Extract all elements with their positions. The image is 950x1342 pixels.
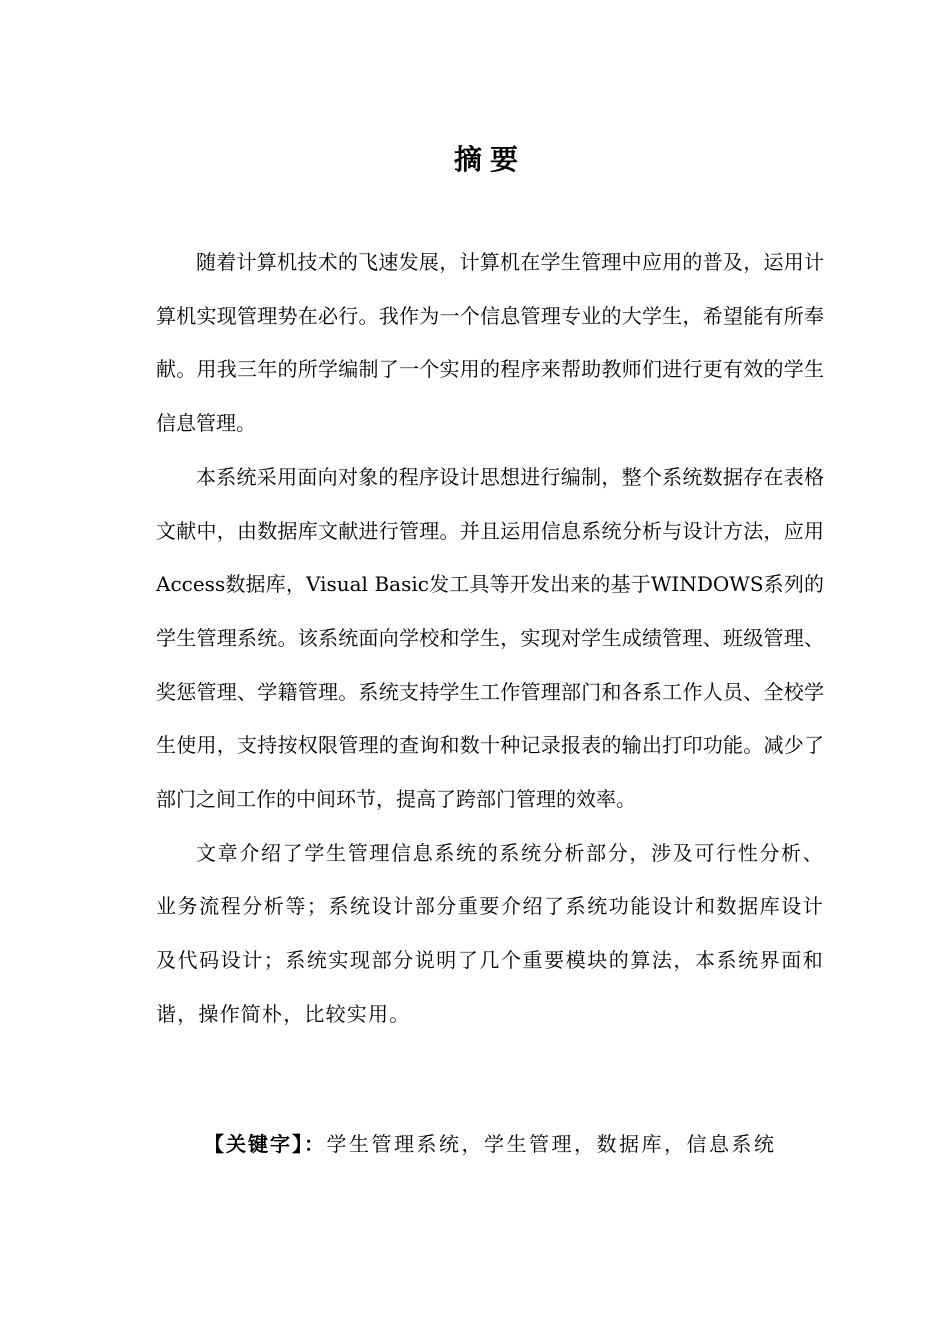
keywords-label: 【关键字】 xyxy=(204,1132,304,1156)
paragraph-system: 本系统采用面向对象的程序设计思想进行编制，整个系统数据存在表格文献中，由数据库文献进行管理。并且运用信息系统分析与设计方法，应用Access数据库，Visual Basic发工具等开发出来的基于WINDOWS系列的学生管理系统。该系统面向学校和学生，实现对学生成绩管理、班级管理、奖惩管理、学籍管理。系统支持学生工作管理部门和各系工作人员、全校学生使用，支持按权限管理的查询和数十种记录报表的输出打印功能。减少了部门之间工作的中间环节，提高了跨部门管理的效率。 xyxy=(156,464,824,812)
keywords-colon: ： xyxy=(304,1132,327,1156)
keywords-line xyxy=(204,1120,844,1168)
page-title: 摘要 xyxy=(453,143,526,176)
paragraph-article: 文章介绍了学生管理信息系统的系统分析部分，涉及可行性分析、业务流程分析等；系统设计部分重要介绍了系统功能设计和数据库设计及代码设计；系统实现部分说明了几个重要模块的算法，本系统界面和谐，操作简朴，比较实用。 xyxy=(156,840,824,1026)
paragraph-intro: 随着计算机技术的飞速发展，计算机在学生管理中应用的普及，运用计算机实现管理势在必行。我作为一个信息管理专业的大学生，希望能有所奉献。用我三年的所学编制了一个实用的程序来帮助教师们进行更有效的学生信息管理。 xyxy=(156,250,824,436)
abstract-body xyxy=(156,236,824,1042)
keywords-text: 学生管理系统，学生管理，数据库，信息系统 xyxy=(326,1132,777,1156)
